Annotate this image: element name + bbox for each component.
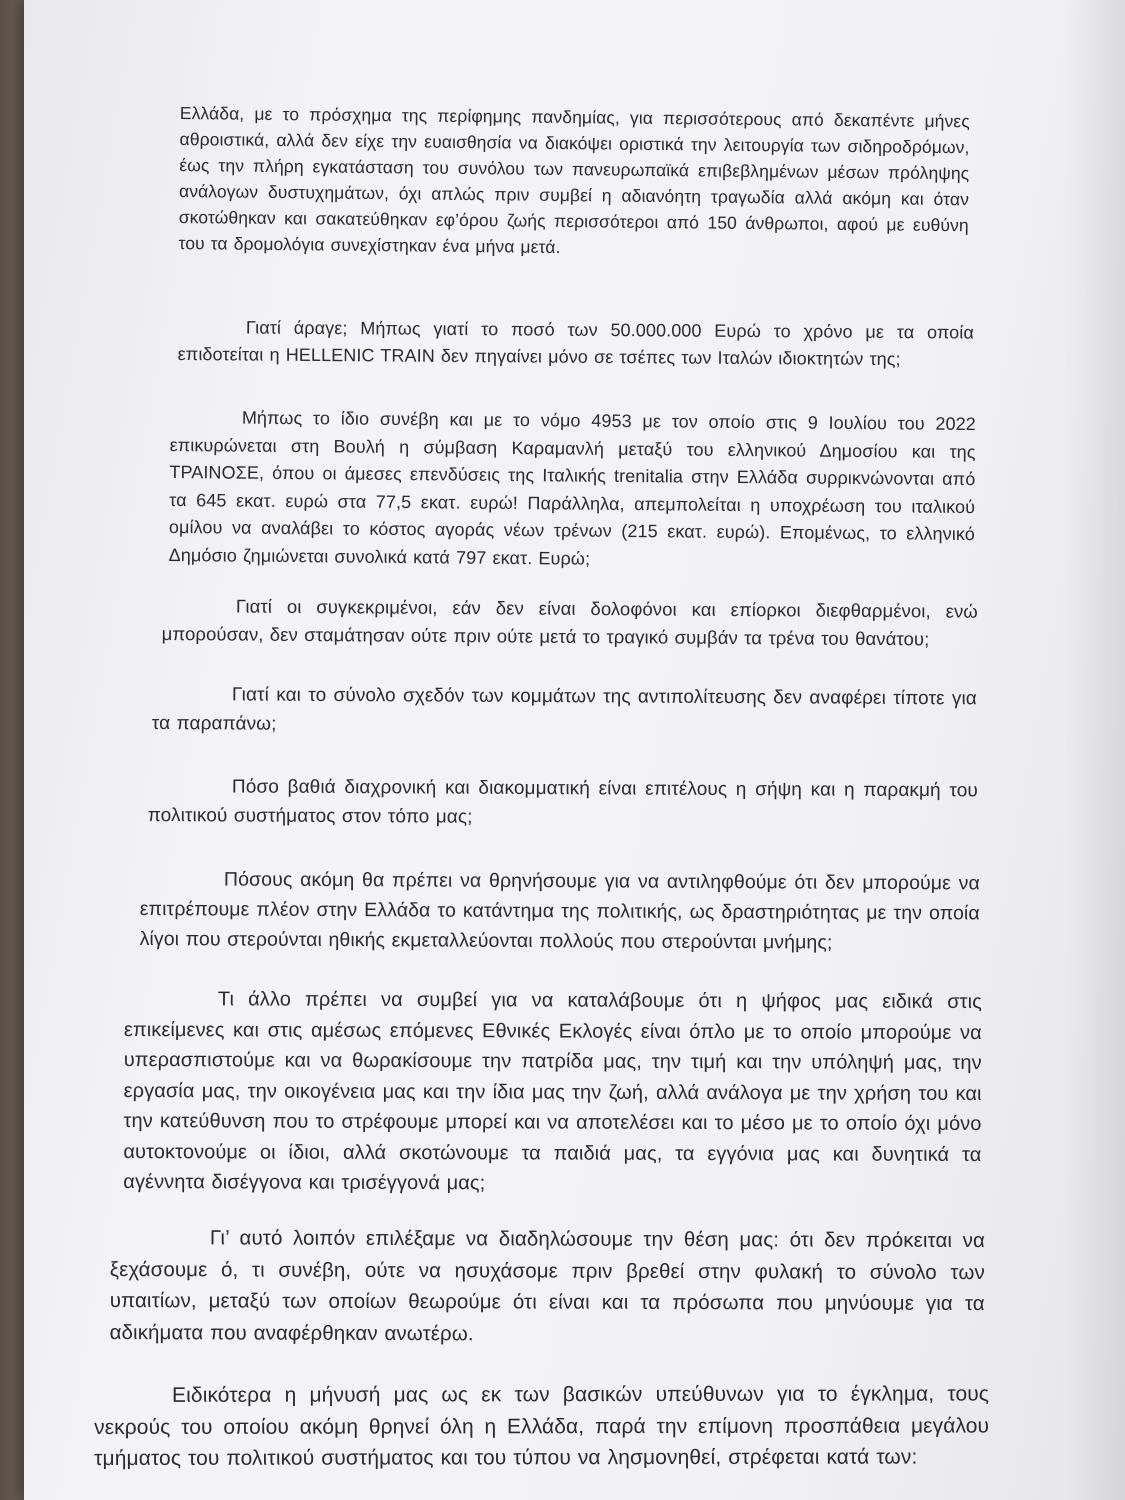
paragraph-4: Γιατί οι συγκεκριμένοι, εάν δεν είναι δολοφόνοι και επίορκοι διεφθαρμένοι, ενώ μπορούσαν, δεν σταμάτησαν ούτε πριν ούτε μετά το τραγικό συμβάν τα τρένα του θανάτου; (161, 595, 978, 650)
paragraph-9: Γι’ αυτό λοιπόν επιλέξαμε να διαδηλώσουμε την θέση μας: ότι δεν πρόκειται να ξεχάσουμε ό, τι συνέβη, ούτε να ησυχάσομε πριν βρεθεί στην φυλακή το σύνολο των υπαιτίων, μεταξύ των οποίων θεωρούμε ότι είναι και τα πρόσωπα που μηνύουμε για τα αδικήματα που αναφέρθηκαν ανωτέρω. (109, 1226, 985, 1345)
paragraph-10: Ειδικότερα η μήνυσή μας ως εκ των βασικών υπεύθυνων για το έγκλημα, τους νεκρούς του οποίου ακόμη θρηνεί όλη η Ελλάδα, παρά την επίμονη προσπάθεια μεγάλου τμήματος του πολιτικού συστήματος και του τύπου να λησμονηθεί, στρέφεται κατά των: (94, 1382, 990, 1470)
paragraph-6: Πόσο βαθιά διαχρονική και διακομματική είναι επιτέλους η σήψη και η παρακμή του πολιτικού συστήματος στον τόπο μας; (147, 776, 978, 828)
paragraph-7: Πόσους ακόμη θα πρέπει να θρηνήσουμε για να αντιληφθούμε ότι δεν μπορούμε να επιτρέπουμε πλέον στην Ελλάδα το κατάντημα της πολιτικής, ως δραστηριότητας με την οποία λίγοι που στερούνται ηθικής εκμεταλλεύονται πολλούς που στερούνται μνήμης; (139, 868, 980, 954)
paragraph-1: Ελλάδα, με το πρόσχημα της περίφημης πανδημίας, για περισσότερους από δεκαπέντε μήνες αθροιστικά, αλλά δεν είχε την ευαισθησία να διακόψει οριστικά την λειτουργία των σιδηροδρόμων, έως την πλήρη εγκατάσταση του συνόλου των πανευρωπαϊκά επιβεβλημένων μέσων πρόληψης ανάλογων δυστυχημάτων, όχι απλώς πριν συμβεί η αδιανόητη τραγωδία αλλά ακόμη και όταν σκοτώθηκαν και σακατεύθηκαν εφ’όρου ζωής περισσότεροι από 150 άνθρωποι, αφού με ευθύνη του τα δρομολόγια συνεχίστηκαν ένα μήνα μετά. (178, 102, 970, 257)
paragraph-3: Μήπως το ίδιο συνέβη και με το νόμο 4953 με τον οποίο στις 9 Ιουλίου του 2022 επικυρώνεται στη Βουλή η σύμβαση Καραμανλή μεταξύ του ελληνικού Δημοσίου και της ΤΡΑΙΝΟΣΕ, όπου οι άμεσες επενδύσεις της Ιταλικής trenitalia στην Ελλάδα συρρικνώνονται από τα 645 εκατ. ευρώ στα 77,5 εκατ. ευρώ! Παράλληλα, απεμπολείται η υποχρέωση του ιταλικού ομίλου να αναλάβει το κόστος αγοράς νέων τρένων (215 εκατ. ευρώ). Επομένως, το ελληνικό Δημόσιο ζημιώνεται συνολικά κατά 797 εκατ. Ευρώ; (168, 407, 976, 569)
page-shadow (1065, 0, 1125, 1500)
paragraph-8: Τι άλλο πρέπει να συμβεί για να καταλάβουμε ότι η ψήφος μας ειδικά στις επικείμενες και στις αμέσως επόμενες Εθνικές Εκλογές είναι όπλο με το οποίο μπορούμε να υπερασπιστούμε και να θωρακίσουμε την πατρίδα μας, την τιμή και την υπόληψή μας, την εργασία μας, την οικογένεια μας και την ίδια μας την ζωή, αλλά ανάλογα με την χρήση του και την κατεύθυνση που το στρέφουμε μπορεί και να αποτελέσει και το μέσο με το οποίο όχι μόνο αυτοκτονούμε οι ίδιοι, αλλά σκοτώνουμε τα παιδιά μας, τα εγγόνια μας και δυνητικά τα αγέννητα δισέγγονα και τρισέγγονά μας; (123, 988, 982, 1195)
paragraph-2: Γιατί άραγε; Μήπως γιατί το ποσό των 50.000.000 Ευρώ το χρόνο με τα οποία επιδοτείται η HELLENIC TRAIN δεν πηγαίνει μόνο σε τσέπες των Ιταλών ιδιοκτητών της; (177, 317, 974, 370)
paragraph-5: Γιατί και το σύνολο σχεδόν των κομμάτων της αντιπολίτευσης δεν αναφέρει τίποτε για τα παραπάνω; (151, 684, 977, 735)
